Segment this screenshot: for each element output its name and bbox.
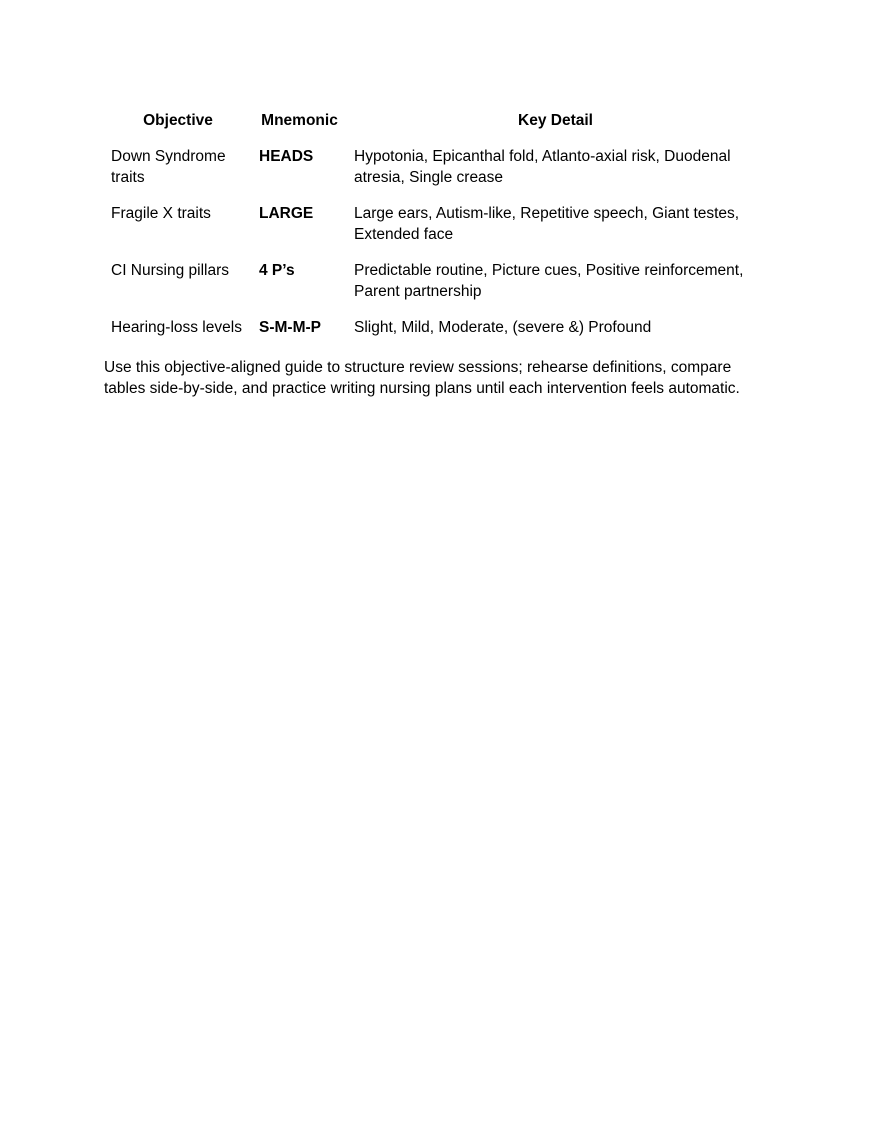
- header-mnemonic: Mnemonic: [261, 112, 338, 129]
- objective-cell: Down Syndrome traits: [111, 148, 226, 186]
- objective-cell: CI Nursing pillars: [111, 262, 230, 279]
- key-detail-cell: Slight, Mild, Moderate, (severe &) Profound: [354, 319, 652, 336]
- mnemonic-cell: S-M-M-P: [259, 319, 321, 336]
- table-header-row: [104, 110, 764, 146]
- key-detail-cell: Hypotonia, Epicanthal fold, Atlanto-axial risk, Duodenal atresia, Single crease: [354, 148, 731, 186]
- table-row: [104, 317, 764, 353]
- mnemonic-table: [104, 110, 764, 353]
- table-row: [104, 146, 764, 203]
- document-page: [104, 110, 764, 399]
- header-objective: Objective: [143, 112, 213, 129]
- mnemonic-cell: LARGE: [259, 205, 314, 222]
- objective-cell: Fragile X traits: [111, 205, 211, 222]
- mnemonic-cell: 4 P’s: [259, 262, 295, 279]
- key-detail-cell: Predictable routine, Picture cues, Positive reinforcement, Parent partnership: [354, 262, 744, 300]
- summary-paragraph: Use this objective-aligned guide to structure review sessions; rehearse definitions, compare tables side-by-side, and practice writing nursing plans until each intervention feels automatic.: [104, 359, 740, 397]
- key-detail-cell: Large ears, Autism-like, Repetitive speech, Giant testes, Extended face: [354, 205, 740, 243]
- table-row: [104, 203, 764, 260]
- mnemonic-cell: HEADS: [259, 148, 314, 165]
- objective-cell: Hearing-loss levels: [111, 319, 242, 336]
- table-row: [104, 260, 764, 317]
- header-key-detail: Key Detail: [518, 112, 593, 129]
